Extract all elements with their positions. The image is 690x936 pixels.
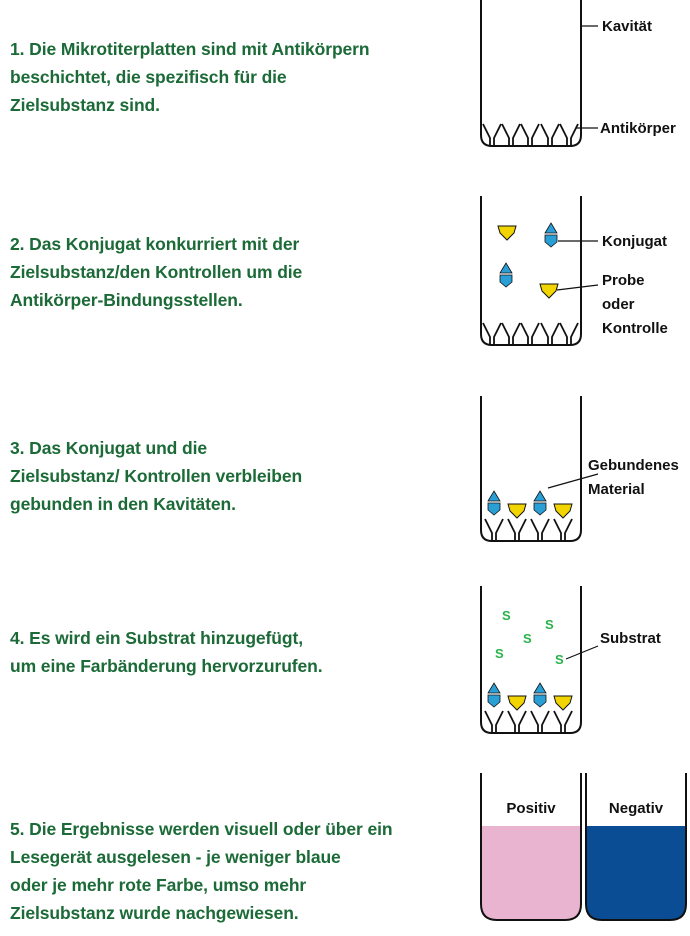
label-material: Material (588, 481, 645, 498)
label-kontrolle: Kontrolle (602, 320, 668, 337)
svg-text:S: S (523, 631, 532, 646)
sample-molecule (498, 226, 516, 240)
label-positiv: Positiv (506, 800, 556, 817)
step-1-text: 1. Die Mikrotiterplatten sind mit Antikörpern beschichtet, die spezifisch für die Zielsubstanz sind. (10, 39, 370, 115)
well-positiv (481, 773, 581, 920)
well-3-bound (481, 396, 679, 541)
label-antikoerper: Antikörper (600, 120, 676, 137)
step-4-text: 4. Es wird ein Substrat hinzugefügt, um eine Farbänderung hervorzurufen. (10, 628, 323, 676)
well-2-competition (481, 196, 668, 345)
antibodies-row (483, 124, 578, 146)
label-kavitaet: Kavität (602, 18, 653, 35)
step-2-text: 2. Das Konjugat konkurriert mit der Zielsubstanz/den Kontrollen um die Antikörper-Bindungsstellen. (10, 234, 303, 310)
label-konjugat: Konjugat (602, 233, 667, 250)
conjugate-molecule (500, 263, 512, 287)
svg-text:S: S (495, 646, 504, 661)
label-gebundenes: Gebundenes (588, 457, 679, 474)
sample-molecule (540, 284, 558, 298)
label-negativ: Negativ (608, 800, 664, 817)
bound-complexes (485, 491, 572, 541)
step-3-text: 3. Das Konjugat und die Zielsubstanz/ Kontrollen verbleiben gebunden in den Kavitäten. (10, 438, 303, 514)
label-substrat: Substrat (600, 630, 661, 647)
svg-text:S: S (555, 652, 564, 667)
well-4-substrate (481, 586, 661, 733)
label-probe: Probe (602, 272, 645, 289)
label-oder: oder (602, 296, 635, 313)
substrate-symbols (495, 608, 564, 667)
step-5-text: 5. Die Ergebnisse werden visuell oder über ein Lesegerät ausgelesen - je weniger blaue oder je mehr rote Farbe, umso mehr Zielsubstanz wurde nachgewiesen. (10, 819, 393, 923)
svg-text:S: S (502, 608, 511, 623)
svg-text:S: S (545, 617, 554, 632)
well-1-empty (481, 0, 676, 146)
well-negativ (586, 773, 686, 920)
conjugate-molecule (545, 223, 557, 247)
